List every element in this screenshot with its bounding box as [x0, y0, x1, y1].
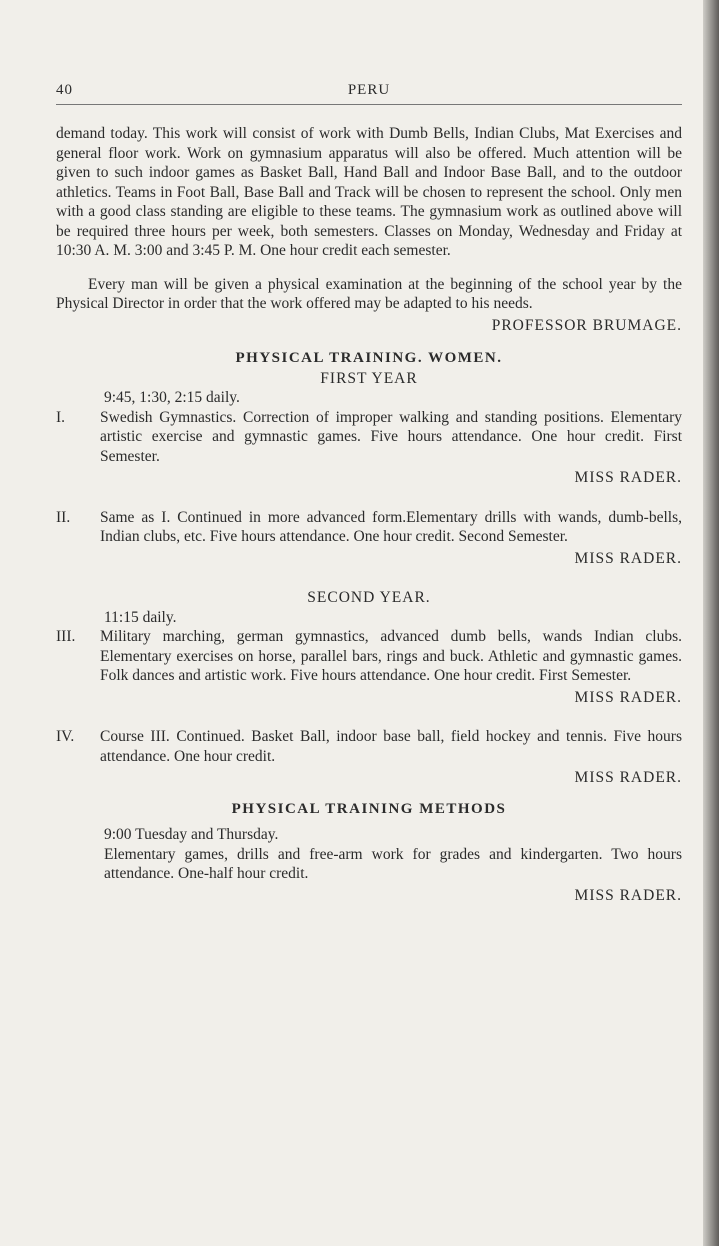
course-instructor: MISS RADER.	[574, 549, 682, 567]
signature-brumage: PROFESSOR BRUMAGE.	[491, 316, 682, 334]
course-number: III.	[56, 628, 76, 645]
course-description: Swedish Gymnastics. Correction of improper walking and standing positions. Elementary artistic exercise and gymnastic games. Five hours attendance. One hour credit. First Semester.	[100, 408, 682, 465]
paragraph-physical-exam: Every man will be given a physical examination at the beginning of the school year by the Physical Director in order that the work offered may be adapted to his needs.	[56, 275, 682, 312]
course-instructor: MISS RADER.	[574, 688, 682, 706]
course-instructor: MISS RADER.	[574, 469, 682, 486]
running-title: PERU	[347, 82, 391, 98]
header-rule	[56, 104, 682, 105]
course-item	[56, 627, 682, 686]
methods-description: Elementary games, drills and free-arm work for grades and kindergarten. Two hours attendance. One-half hour credit.	[104, 845, 682, 882]
page-number: 40	[56, 82, 73, 98]
heading-physical-training-methods: PHYSICAL TRAINING METHODS	[231, 800, 507, 817]
course-item	[56, 508, 682, 547]
second-year-times: 11:15 daily.	[104, 608, 177, 626]
course-description: Course III. Continued. Basket Ball, indoor base ball, field hockey and tennis. Five hours attendance. One hour credit.	[100, 728, 682, 765]
course-number: I.	[56, 408, 66, 426]
first-year-times: 9:45, 1:30, 2:15 daily.	[104, 389, 240, 406]
page-edge-shadow	[703, 0, 719, 1246]
page-body	[56, 124, 682, 905]
subheading-first-year: FIRST YEAR	[320, 369, 418, 387]
heading-physical-training-women: PHYSICAL TRAINING. WOMEN.	[235, 350, 503, 366]
subheading-second-year: SECOND YEAR.	[307, 589, 431, 606]
methods-times: 9:00 Tuesday and Thursday.	[104, 826, 279, 843]
course-number: IV.	[56, 728, 75, 745]
course-instructor: MISS RADER.	[574, 769, 682, 786]
course-item	[56, 727, 682, 766]
methods-instructor: MISS RADER.	[574, 886, 682, 904]
course-number: II.	[56, 508, 71, 526]
course-description: Military marching, german gymnastics, advanced dumb bells, wands Indian clubs. Elementary exercises on horse, parallel bars, rings and buck. Athletic and gymnastic games. Folk dances and artistic work. Five hours attendance. One hour credit. First Semester.	[100, 628, 682, 684]
course-description: Same as I. Continued in more advanced form.Elementary drills with wands, dumb-bells, Indian clubs, etc. Five hours attendance. One hour credit. Second Semester.	[100, 508, 682, 545]
course-item	[56, 408, 682, 467]
paragraph-men-gymnasium: demand today. This work will consist of work with Dumb Bells, Indian Clubs, Mat Exercises and general floor work. Work on gymnasium apparatus will also be offered. Much attention will be given to such indoor games as Basket Ball, Hand Ball and Indoor Base Ball, and to the outdoor athletics. Teams in Foot Ball, Base Ball and Track will be chosen to represent the school. Only men with a good class standing are eligible to these teams. The gymnasium work as outlined above will be required three hours per week, both semesters. Classes on Monday, Wednesday and Friday at 10:30 A. M. 3:00 and 3:45 P. M. One hour credit each semester.	[56, 125, 682, 259]
page-header	[56, 82, 682, 102]
